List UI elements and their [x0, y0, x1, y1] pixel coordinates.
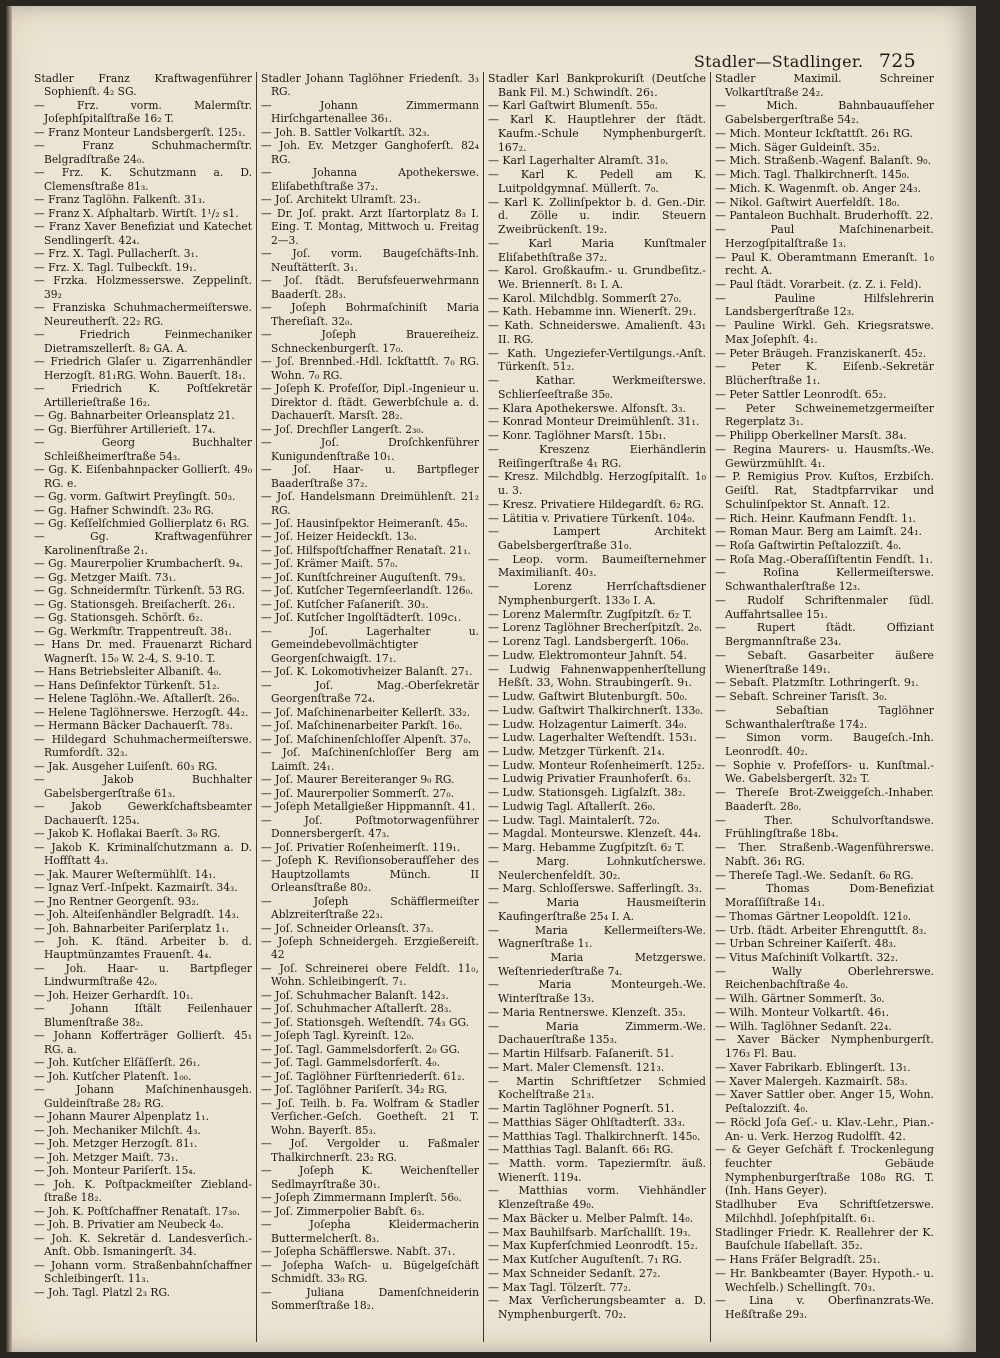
directory-entry: — Ludw. Gaſtwirt Thalkirchnerſt. 133₀. — [488, 703, 704, 717]
directory-entry: — Karl Gaſtwirt Blumenſt. 55₀. — [488, 99, 658, 113]
directory-entry: — Sophie v. Profeſſors- u. Kunſtmal.-We. Gabelsbergerſt. 32₂ T. — [715, 758, 934, 786]
directory-entry: — Hermann Bäcker Dachauerſt. 78₃. — [34, 719, 233, 733]
directory-entry: — Matthias Säger Ohlſtadterſt. 33₃. — [488, 1115, 686, 1129]
directory-entry: — Rupert ſtädt. Offiziant Bergmannſtraße 23₄. — [715, 621, 934, 649]
directory-entry: — Ther. Straßenb.-Wagenführerswe. Nabſt. 36₁ RG. — [715, 841, 934, 868]
directory-entry: — Gg. Maurerpolier Krumbacherſt. 9₄. — [34, 557, 244, 571]
directory-entry: — Joſ. Privatier Roſenheimerſt. 119₁. — [261, 840, 461, 854]
directory-entry: — Regina Maurers- u. Hausmſts.-We. Gewürzmühlſt. 4₁. — [715, 442, 934, 470]
directory-entry: — Joſ. Schreinerei obere Feldſt. 11₀, Wohn. Schleibingerſt. 7₁. — [261, 961, 479, 989]
directory-entry: — Mich. Säger Guldeinſt. 35₂. — [715, 140, 881, 154]
directory-entry: — Karl K. Hauptlehrer der ſtädt. Kaufm.-Schule Nymphenburgerſt. 167₂. — [488, 113, 706, 154]
directory-entry: — Roman Maur. Berg am Laimſt. 24₁. — [715, 525, 922, 539]
directory-entry: — Joſ. Zimmerpolier Babſt. 6₃. — [261, 1204, 425, 1218]
directory-entry: — Lorenz Taglöhner Brecherſpitzſt. 2₀. — [488, 621, 703, 635]
directory-entry: — Friedrich Feinmechaniker Dietramszellerſt. 8₂ GA. A. — [34, 328, 252, 355]
directory-entry: — Gg. Bahnarbeiter Orleansplatz 21. — [34, 409, 235, 423]
page-number: 725 — [878, 50, 916, 72]
directory-entry: — Frz. vorm. Malermſtr. Joſephſpitalſtraße 16₂ T. — [34, 98, 252, 126]
directory-entry: — Joſeph K. Reviſionsoberaufſeher des Hauptzollamts Münch. II Orleansſtraße 80₂. — [261, 854, 479, 895]
directory-entry: — Joh. Ev. Metzger Ganghoferſt. 82₄ RG. — [261, 139, 479, 166]
directory-entry: — Johann Maſchinenhausgeh. Guldeinſtraße 28₂ RG. — [34, 1083, 252, 1110]
directory-entry: — Marg. Lohnkutſcherswe. Neulerchenfeldſt. 30₂. — [488, 854, 706, 882]
directory-entry: — Joſ. Stationsgeh. Weſtendſt. 74₃ GG. — [261, 1015, 470, 1029]
directory-entry: — Jak. Ausgeher Luiſenſt. 60₃ RG. — [34, 759, 218, 773]
directory-entry: — Ludw. Monteur Roſenheimerſt. 125₂. — [488, 758, 705, 772]
directory-entry: — Karl K. Pedell am K. Luitpoldgymnaſ. Müllerſt. 7₀. — [488, 168, 706, 195]
directory-entry: — Joſepha Schäfflerswe. Nabſt. 37₁. — [261, 1245, 456, 1259]
directory-entry: — Kreszenz Eierhändlerin Reiſingerſtraße 4₁ RG. — [488, 442, 706, 470]
directory-entry: — Jak. Maurer Weſtermühlſt. 14₁. — [34, 867, 216, 881]
directory-entry: — Sebaſt. Platzmſtr. Lothringerſt. 9₁. — [715, 676, 919, 690]
directory-entry: — Ludwig Fahnenwappenherſtellung Heßſt. 33, Wohn. Straubingerſt. 9₁. — [488, 662, 706, 690]
directory-entry: — Matthias Tagl. Balanſt. 66₁ RG. — [488, 1143, 674, 1157]
directory-entry: — Franz Xaver Benefiziat und Katechet Sendlingerſt. 42₄. — [34, 220, 252, 247]
directory-entry: — Joſ. Architekt Ulramſt. 23₁. — [261, 193, 421, 207]
directory-entry: — Kathar. Werkmeiſterswe. Schlierſeeſtraße 35₀. — [488, 374, 706, 401]
directory-entry: — Mich. Straßenb.-Wagenf. Balanſt. 9₀. — [715, 154, 932, 168]
directory-entry: — Joſ. Krämer Maiſt. 57₀. — [261, 557, 399, 571]
column-3 — [484, 72, 711, 1342]
directory-entry: — Joh. K. Sekretär d. Landesverſich.-Anſt. Obb. Ismaningerſt. 34. — [34, 1231, 252, 1259]
directory-entry: — Maria Rentnerswe. Klenzeſt. 35₃. — [488, 1005, 686, 1019]
directory-entry: — Johann Zimmermann Hirſchgartenallee 36₁. — [261, 98, 479, 126]
directory-entry: — Maria Metzgerswe. Weſtenriederſtraße 7₄. — [488, 951, 706, 978]
directory-entry: — Gg. Stationsgeh. Schörſt. 6₂. — [34, 611, 203, 625]
directory-entry: — Joſepha Waſch- u. Bügelgeſchäft Schmidſt. 33₀ RG. — [261, 1258, 479, 1286]
directory-entry: — Ludw. Metzger Türkenſt. 21₄. — [488, 744, 665, 758]
directory-entry: — Friedrich Glaſer u. Zigarrenhändler Herzogſt. 81₁RG. Wohn. Bauerſt. 18₁. — [34, 355, 252, 382]
directory-entry: — Joſ. Teilh. b. Fa. Wolfram & Stadler Verſicher.-Geſch. Goetheſt. 21 T. Wohn. Bayerſt. 85₃. — [261, 1096, 479, 1137]
directory-entry: — Martin Taglöhner Pognerſt. 51. — [488, 1102, 675, 1116]
directory-entry: — Wilh. Monteur Volkartſt. 46₁. — [715, 1005, 890, 1019]
directory-entry: — Joh. B. Sattler Volkartſt. 32₃. — [261, 125, 430, 139]
directory-entry: — Joſ. Kunſtſchreiner Auguſtenſt. 79₃. — [261, 570, 466, 584]
directory-columns — [30, 72, 940, 1342]
directory-entry: — Joſeph K. Profeſſor, Dipl.-Ingenieur u. Direktor d. ſtädt. Gewerbſchule a. d. Dachauerſt. Marsſt. 28₂. — [261, 382, 479, 423]
directory-entry: — Jakob Buchhalter Gabelsbergerſtraße 61₃. — [34, 773, 252, 800]
directory-entry: — Marg. Hebamme Zugſpitzſt. 6₂ T. — [488, 841, 685, 855]
directory-entry: — Frz. X. Tagl. Tulbeckſt. 19₁. — [34, 260, 197, 274]
directory-entry: — Maria Kellermeiſters-We. Wagnerſtraße 1₁. — [488, 923, 706, 951]
directory-entry: — Juliana Damenſchneiderin Sommerſtraße 18₂. — [261, 1285, 479, 1313]
directory-entry: — Ludw. Gaſtwirt Blutenburgſt. 50₀. — [488, 690, 688, 704]
directory-entry: — Joſ. Droſchkenführer Kunigundenſtraße 10₁. — [261, 436, 479, 463]
directory-entry: — Joſ. Maſchinenſchloſſer Alpenſt. 37₀. — [261, 732, 472, 746]
directory-entry: — Thereſe Tagl.-We. Sedanſt. 6₀ RG. — [715, 868, 914, 882]
directory-entry: — Ther. Schulvorſtandswe. Frühlingſtraße 18b₄. — [715, 813, 934, 841]
directory-entry: — Ludw. Elektromonteur Jahnſt. 54. — [488, 648, 688, 662]
directory-entry: — Konrad Monteur Dreimühlenſt. 31₁. — [488, 415, 700, 429]
directory-entry: — Joſ. Tagl. Gammelsdorferſt. 4₀. — [261, 1056, 440, 1070]
directory-entry: — Karl K. Zollinſpektor b. d. Gen.-Dir. d. Zölle u. indir. Steuern Zweibrückenſt. 19₂. — [488, 195, 706, 237]
directory-entry: — Urb. ſtädt. Arbeiter Ehrenguttſt. 8₃. — [715, 923, 927, 937]
directory-entry: — Kath. Schneiderswe. Amalienſt. 43₁ II. RG. — [488, 319, 706, 346]
directory-entry: — Xaver Bäcker Nymphenburgerſt. 176₃ Fl. Bau. — [715, 1033, 934, 1061]
directory-entry: — Xaver Fabrikarb. Eblingerſt. 13₁. — [715, 1060, 911, 1074]
directory-entry: — Urban Schreiner Kaiſerſt. 48₃. — [715, 937, 897, 951]
directory-entry: — Joſeph Metallgießer Hippmannſt. 41. — [261, 800, 476, 814]
directory-entry: — Joſ. Tagl. Gammelsdorferſt. 2₀ GG. — [261, 1042, 461, 1056]
directory-entry: — Ignaz Verſ.-Inſpekt. Kazmairſt. 34₃. — [34, 881, 238, 895]
directory-entry: — Sebaſt. Gasarbeiter äußere Wienerſtraße 149₁. — [715, 648, 934, 676]
directory-entry: — Joh. Metzger Herzogſt. 81₁. — [34, 1137, 198, 1151]
directory-entry: — Jakob K. Kriminalſchutzmann a. D. Hoffſtatt 4₃. — [34, 840, 252, 868]
directory-entry: — Gg. K. Eiſenbahnpacker Gollierſt. 49₀ RG. e. — [34, 463, 252, 490]
directory-entry: — Karol. Milchdblg. Sommerſt 27₀. — [488, 291, 682, 305]
directory-entry: — Max Tagl. Tölzerſt. 77₂. — [488, 1280, 632, 1294]
directory-entry: — Joſ. Maurer Bereiteranger 9₀ RG. — [261, 773, 455, 787]
directory-entry: — Johann Kofferträger Gollierſt. 45₁ RG. a. — [34, 1029, 252, 1056]
directory-entry: — Marg. Schloſſerswe. Safferlingſt. 3₃. — [488, 882, 703, 896]
directory-entry: — Joſ. Schneider Orleansſt. 37₃. — [261, 921, 434, 935]
directory-entry: — Gg. Kraftwagenführer Karolinenſtraße 2₁. — [34, 530, 252, 557]
directory-entry: — Ludw. Holzagentur Laimerſt. 34₀. — [488, 717, 687, 731]
directory-entry: — Gg. vorm. Gaſtwirt Preyſingſt. 50₃. — [34, 490, 236, 504]
directory-entry: — Pantaleon Buchhalt. Bruderhofſt. 22. — [715, 209, 934, 223]
directory-entry: — Röckl Joſa Geſ.- u. Klav.-Lehr., Pian.- An- u. Verk. Herzog Rudolfſt. 42. — [715, 1115, 934, 1143]
directory-entry: — Joſ. Vergolder u. Faßmaler Thalkirchnerſt. 23₂ RG. — [261, 1137, 479, 1164]
directory-entry: — Joſ. Mag.-Oberſekretär Georgenſtraße 72₄. — [261, 678, 479, 706]
directory-entry: — Simon vorm. Baugeſch.-Inh. Leonrodſt. 40₂. — [715, 731, 934, 758]
directory-entry: — Joſ. Handelsmann Dreimühlenſt. 21₂ RG. — [261, 490, 479, 517]
directory-entry: — Matth. vorm. Tapeziermſtr. äuß. Wienerſt. 119₄. — [488, 1157, 706, 1184]
directory-entry: — Frzka. Holzmesserswe. Zeppelinſt. 39₂ — [34, 274, 252, 301]
directory-entry: — Kath. Ungeziefer-Vertilgungs.-Anſt. Türkenſt. 51₂. — [488, 346, 706, 374]
directory-entry: — Mich. Bahnbauaufſeher Gabelsbergerſtraße 54₂. — [715, 99, 934, 127]
directory-entry: — Peter K. Eiſenb.-Sekretär Blücherſtraße 1₁. — [715, 360, 934, 388]
directory-entry: — Franz Monteur Landsbergerſt. 125₁. — [34, 125, 246, 139]
directory-entry: — Johanna Apothekerswe. Eliſabethſtraße 37₂. — [261, 166, 479, 193]
directory-entry: — Pauline Wirkl. Geh. Kriegsratswe. Max Joſephſt. 4₁. — [715, 319, 934, 346]
directory-entry: — Joh. Monteur Pariſerſt. 15₄. — [34, 1164, 197, 1178]
directory-entry: — Joſeph Brauereiheiz. Schneckenburgerſt. 17₀. — [261, 328, 479, 355]
directory-entry: — Ludw. Lagerhalter Weſtendſt. 153₁. — [488, 731, 697, 745]
directory-entry: — Helene Taglöhn.-We. Aſtallerſt. 26₀. — [34, 692, 240, 706]
directory-entry: — Lorenz Malermſtr. Zugſpitzſt. 6₂ T. — [488, 607, 692, 621]
directory-entry: — Max Bäcker u. Melber Palmſt. 14₀. — [488, 1211, 694, 1225]
directory-entry: — Jakob Gewerkſchaftsbeamter Dachauerſt. 125₄. — [34, 800, 252, 827]
directory-entry: — Lampert Architekt Gabelsbergerſtraße 31₀. — [488, 525, 706, 552]
directory-entry: — Philipp Oberkellner Marsſt. 38₄. — [715, 429, 907, 443]
directory-entry: — Joſepha Kleidermacherin Buttermelcherſt. 8₃. — [261, 1218, 479, 1245]
directory-entry: Stadlhuber Eva Schriftſetzerswe. Milchhdl. Joſephſpitalſt. 6₁. — [715, 1198, 934, 1225]
directory-entry: — Joſ. Haar- u. Bartpfleger Baaderſtraße 37₂. — [261, 463, 479, 490]
directory-entry: — P. Remigius Prov. Kuſtos, Erzbiſch. Geiſtl. Rat, Stadtpfarrvikar und Schulinſpektor St. Annaſt. 12. — [715, 470, 934, 511]
directory-entry: — Frz. X. Tagl. Pullacherſt. 3₁. — [34, 247, 199, 261]
directory-entry: — Ludwig Tagl. Aſtallerſt. 26₀. — [488, 799, 656, 813]
directory-entry: — Joſ. Brennbed.-Hdl. Ickſtattſt. 7₀ RG. Wohn. 7₀ RG. — [261, 355, 479, 382]
directory-entry: — Joh. K. Poſtſchaffner Renataſt. 17₃₀. — [34, 1204, 241, 1218]
directory-entry: — Hans Deſinfektor Türkenſt. 51₂. — [34, 678, 220, 692]
directory-entry: — Joſ. Poſtmotorwagenführer Donnersbergerſt. 47₃. — [261, 813, 479, 841]
directory-entry: — Kath. Hebamme inn. Wienerſt. 29₁. — [488, 305, 697, 319]
directory-entry: — Joſeph Schneidergeh. Erzgießereiſt. 42 — [261, 935, 479, 962]
directory-entry: — Pauline Hilfslehrerin Landsbergerſtraße 12₃. — [715, 291, 934, 319]
directory-entry: — Joſeph Schäfflermeiſter Ablzreiterſtraße 22₃. — [261, 894, 479, 922]
directory-entry: — Joh. Kutſcher Platenſt. 1₀₀. — [34, 1069, 192, 1083]
page-binding-edge — [6, 6, 12, 1352]
directory-entry: — Jno Rentner Georgenſt. 93₂. — [34, 894, 200, 908]
directory-entry: — Sebaſt. Schreiner Tarisſt. 3₀. — [715, 690, 888, 704]
directory-entry: — Joſ. Maurerpolier Sommerſt. 27₀. — [261, 786, 455, 800]
directory-entry: — Peter Schweinemetzgermeiſter Regerplatz 3₁. — [715, 401, 934, 429]
directory-entry: — Paul K. Oberamtmann Emeranſt. 1₀ recht. A. — [715, 250, 934, 278]
directory-entry: — Joh. K. Poſtpackmeiſter Zieblandſtraße 18₂. — [34, 1177, 252, 1205]
directory-entry: — Joſ. Heizer Heideckſt. 13₀. — [261, 530, 418, 544]
directory-entry: — Dr. Joſ. prakt. Arzt Iſartorplatz 8₃ I. Eing. T. Montag, Mittwoch u. Freitag 2—3. — [261, 206, 479, 247]
directory-entry: — Joſ. Maſchinenſchloſſer Berg am Laimſt. 24₁. — [261, 746, 479, 773]
directory-entry: — Rich. Heinr. Kaufmann Fendſt. 1₁. — [715, 511, 916, 525]
directory-entry: — Jakob K. Hoflakai Baerſt. 3₀ RG. — [34, 827, 221, 841]
directory-entry: — Joh. Tagl. Platzl 2₃ RG. — [34, 1285, 171, 1299]
directory-entry: — Roſa Mag.-Oberaſſiſtentin Fendſt. 1₁. — [715, 552, 934, 566]
directory-entry: — Joh. Metzger Maiſt. 73₁. — [34, 1150, 179, 1164]
directory-entry: — Hans Fräſer Belgradſt. 25₁. — [715, 1253, 881, 1267]
directory-entry: — Klara Apothekerswe. Alfonsſt. 3₃. — [488, 401, 687, 415]
directory-entry: — Joſeph Zimmermann Implerſt. 56₀. — [261, 1191, 462, 1205]
directory-entry: — Joſeph K. Weichenſteller Sedlmayrſtraße 30₁. — [261, 1164, 479, 1191]
directory-entry: — Mich. K. Wagenmſt. ob. Anger 24₃. — [715, 181, 922, 195]
directory-entry: Stadler Franz Kraftwagenführer Sophienſt. 4₂ SG. — [34, 72, 252, 99]
directory-entry: — Joh. Kutſcher Elſäſſerſt. 26₁. — [34, 1056, 201, 1070]
directory-entry: — Joſ. Schuhmacher Aſtallerſt. 28₃. — [261, 1002, 452, 1016]
directory-entry: — Rudolf Schriftenmaler ſüdl. Auffahrtsallee 15₁. — [715, 593, 934, 621]
directory-entry: — Max Kutſcher Auguſtenſt. 7₁ RG. — [488, 1253, 682, 1267]
directory-entry: — Franz Schuhmachermſtr. Belgradſtraße 24₀. — [34, 139, 252, 166]
directory-entry: — Thereſe Brot-Zweiggeſch.-Inhaber. Baaderſt. 28₀. — [715, 786, 934, 813]
directory-entry: — Hr. Bankbeamter (Bayer. Hypoth.- u. Wechſelb.) Schellingſt. 70₃. — [715, 1266, 934, 1294]
directory-entry: — Mart. Maler Clemensſt. 121₃. — [488, 1060, 665, 1074]
directory-entry: — Leop. vorm. Baumeiſternehmer Maximilianſt. 40₃. — [488, 552, 706, 580]
directory-entry: — Thomas Dom-Benefiziat Moraſſiſtraße 14₁. — [715, 882, 934, 910]
directory-entry: — Karl Maria Kunſtmaler Eliſabethſtraße 37₂. — [488, 236, 706, 264]
directory-entry: — Mich. Monteur Ickſtattſt. 26₁ RG. — [715, 126, 913, 140]
directory-entry: — & Geyer Geſchäft f. Trockenlegung feuchter Gebäude Nymphenburgerſtraße 108₀ RG. T. (Inh. Hans Geyer). — [715, 1143, 934, 1198]
directory-entry: — Konr. Taglöhner Marsſt. 15b₁. — [488, 429, 667, 443]
directory-page — [6, 6, 976, 1352]
directory-entry: — Max Bauhilfsarb. Marſchallſt. 19₃. — [488, 1225, 691, 1239]
directory-entry: — Thomas Gärtner Leopoldſt. 121₀. — [715, 909, 912, 923]
directory-entry: — Xaver Sattler ober. Anger 15, Wohn. Peſtalozziſt. 4₀. — [715, 1088, 934, 1116]
directory-entry: — Lorenz Herrſchaftsdiener Nymphenburgerſt. 133₀ I. A. — [488, 580, 706, 607]
directory-entry: — Lätitia v. Privatiere Türkenſt. 104₀. — [488, 511, 696, 525]
running-head — [694, 50, 916, 72]
directory-entry: — Joſ. Lagerhalter u. Gemeindebevollmächtigter Georgenſchwaigſt. 17₁. — [261, 624, 479, 665]
directory-entry: — Joh. B. Privatier am Neubeck 4₀. — [34, 1218, 224, 1232]
directory-entry: — Georg Buchhalter Schleißheimerſtraße 54₃. — [34, 436, 252, 463]
directory-entry: — Franz Taglöhn. Falkenſt. 31₃. — [34, 193, 206, 207]
directory-entry: Stadlinger Friedr. K. Reallehrer der K. Bauſchule Iſabellaſt. 35₂. — [715, 1225, 934, 1253]
directory-entry: — Hildegard Schuhmachermeiſterswe. Rumfordſt. 32₃. — [34, 732, 252, 760]
directory-entry: — Lorenz Tagl. Landsbergerſt. 106₀. — [488, 635, 689, 649]
directory-entry: — Joh. Bahnarbeiter Pariſerplatz 1₁. — [34, 921, 230, 935]
directory-entry: — Mich. Tagl. Thalkirchnerſt. 145₀. — [715, 168, 910, 182]
running-head-title: Stadler—Stadlinger. — [693, 52, 864, 71]
directory-entry: — Hans Betriebsleiter Albaniſt. 4₀. — [34, 665, 222, 679]
directory-entry: — Maria Hausmeiſterin Kaufingerſtraße 25₄ I. A. — [488, 896, 706, 923]
directory-entry: — Maria Zimmerm.-We. Dachauerſtraße 135₃. — [488, 1019, 706, 1047]
directory-entry: — Max Kupferſchmied Leonrodſt. 15₂. — [488, 1239, 698, 1253]
directory-entry: — Gg. Stationsgeh. Breiſacherſt. 26₁. — [34, 597, 236, 611]
directory-entry: — Paul Maſchinenarbeit. Herzogſpitalſtraße 1₃. — [715, 223, 934, 250]
directory-entry: — Joſeph Bohrmaſchiniſt Maria Thereſiaſt. 32₀. — [261, 301, 479, 328]
directory-entry: — Gg. Bierführer Artillerieſt. 17₄. — [34, 422, 216, 436]
directory-entry: — Roſa Gaſtwirtin Peſtalozziſt. 4₀. — [715, 538, 902, 552]
directory-entry: — Kresz. Privatiere Hildegardſt. 6₂ RG. — [488, 497, 705, 511]
column-4 — [711, 72, 938, 1342]
directory-entry: — Ludw. Tagl. Maintalerſt. 72₀. — [488, 813, 660, 827]
directory-entry: — Peter Sattler Leonrodſt. 65₂. — [715, 387, 887, 401]
directory-entry: — Kresz. Milchdblg. Herzogſpitalſt. 1₀ u. 3. — [488, 470, 706, 498]
directory-entry: — Joh. Mechaniker Milchſt. 4₃. — [34, 1123, 201, 1137]
directory-entry: — Wilh. Gärtner Sommerſt. 3₀. — [715, 992, 885, 1006]
directory-entry: Stadler Johann Taglöhner Friedenſt. 3₃ RG. — [261, 72, 479, 99]
directory-entry: Stadler Karl Bankprokuriſt (Deutſche Bank Fil. M.) Schwindſt. 26₁. — [488, 72, 706, 99]
directory-entry: — Paul ſtädt. Vorarbeit. (z. Z. i. Feld). — [715, 278, 922, 292]
column-1 — [30, 72, 257, 1342]
directory-entry: — Joſ. ſtädt. Berufsfeuerwehrmann Baaderſt. 28₃. — [261, 274, 479, 301]
directory-entry: — Lina v. Oberfinanzrats-We. Heßſtraße 29₃. — [715, 1294, 934, 1322]
directory-entry: — Joſ. Maſchinenarbeiter Kellerſt. 33₂. — [261, 705, 471, 719]
directory-entry: — Magdal. Monteurswe. Klenzeſt. 44₄. — [488, 827, 702, 841]
directory-entry: — Xaver Malergeh. Kazmairſt. 58₃. — [715, 1074, 908, 1088]
directory-entry: — Matthias Tagl. Thalkirchnerſt. 145₀. — [488, 1129, 701, 1143]
directory-entry: — Joſ. Hausinſpektor Heimeranſt. 45₀. — [261, 516, 468, 530]
directory-entry: — Martin Schriftſetzer Schmied Kochelſtraße 21₃. — [488, 1074, 706, 1102]
directory-entry: — Max Schneider Sedanſt. 27₂. — [488, 1266, 661, 1280]
directory-entry: — Joſ. Taglöhner Fürſtenriederſt. 61₂. — [261, 1069, 465, 1083]
directory-entry: — Gg. Werkmſtr. Trappentreuſt. 38₁. — [34, 624, 232, 638]
directory-entry: — Matthias vorm. Viehhändler Klenzeſtraße 49₀. — [488, 1184, 706, 1212]
column-2 — [257, 72, 484, 1342]
directory-entry: — Maria Monteurgeh.-We. Winterſtraße 13₃. — [488, 978, 706, 1006]
directory-entry: — Joſ. Hilfspoſtſchaffner Renataſt. 21₁. — [261, 543, 471, 557]
directory-entry: — Joh. Heizer Gerhardſt. 10₁. — [34, 988, 194, 1002]
directory-entry: — Joſ. Drechſler Langerſt. 2₃₀. — [261, 422, 425, 436]
directory-entry: — Joſ. Kutſcher Tegernſeerlandſt. 126₀. — [261, 584, 474, 598]
directory-entry: — Martin Hilfsarb. Faſaneriſt. 51. — [488, 1047, 674, 1061]
directory-entry: — Karol. Großkaufm.- u. Grundbeſitz.-We. Briennerſt. 8₁ I. A. — [488, 264, 706, 292]
directory-entry: — Hans Dr. med. Frauenarzt Richard Wagnerſt. 15₀ W. 2-4, S. 9-10. T. — [34, 638, 252, 665]
directory-entry: — Karl Lagerhalter Alramſt. 31₀. — [488, 154, 669, 168]
directory-entry: — Johann vorm. Straßenbahnſchaffner Schleibingerſt. 11₃. — [34, 1258, 252, 1286]
directory-entry: — Gg. Keſſelſchmied Gollierplatz 6₁ RG. — [34, 516, 250, 530]
directory-entry: — Franz X. Aſphaltarb. Wirtſt. 1¹/₂ s1. — [34, 206, 239, 220]
directory-entry: — Helene Taglöhnerswe. Herzogſt. 44₂. — [34, 705, 249, 719]
directory-entry: — Joſ. Schuhmacher Balanſt. 142₃. — [261, 988, 449, 1002]
directory-entry: — Wally Oberlehrerswe. Reichenbachſtraße 4₀. — [715, 964, 934, 992]
directory-entry: — Joh. Haar- u. Bartpfleger Lindwurmſtraße 42₀. — [34, 961, 252, 989]
directory-entry: — Nikol. Gaſtwirt Auerfeldſt. 18₀. — [715, 195, 900, 209]
directory-entry: — Joſ. Maſchinenarbeiter Parkſt. 16₀. — [261, 719, 463, 733]
directory-entry: — Gg. Schneidermſtr. Türkenſt. 53 RG. — [34, 584, 245, 598]
directory-entry: — Johann Iſtält Feilenhauer Blumenſtraße 38₂. — [34, 1002, 252, 1029]
directory-entry: — Franziska Schuhmachermeiſterswe. Neureutherſt. 22₂ RG. — [34, 301, 252, 328]
directory-entry: — Joſ. vorm. Baugeſchäfts-Inh. Neuſtätterſt. 3₁. — [261, 247, 479, 274]
directory-entry: — Max Verſicherungsbeamter a. D. Nymphenburgerſt. 70₂. — [488, 1294, 706, 1322]
directory-entry: Stadler Maximil. Schreiner Volkartſtraße 24₂. — [715, 72, 934, 99]
directory-entry: — Joh. K. ſtänd. Arbeiter b. d. Hauptmünzamtes Frauenſt. 4₄. — [34, 935, 252, 962]
directory-entry: — Ludwig Privatier Fraunhoferſt. 6₃. — [488, 772, 692, 786]
directory-entry: — Wilh. Taglöhner Sedanſt. 22₄. — [715, 1019, 892, 1033]
directory-entry: — Joſ. Kutſcher Ingolſtädterſt. 109c₁. — [261, 611, 462, 625]
directory-entry: — Vitus Maſchiniſt Volkartſt. 32₂. — [715, 951, 899, 964]
directory-entry: — Johann Maurer Alpenplatz 1₁. — [34, 1110, 209, 1124]
directory-entry: — Joh. Alteiſenhändler Belgradſt. 14₃. — [34, 908, 240, 922]
directory-entry: — Sebaſtian Taglöhner Schwanthalerſtraße 174₂. — [715, 703, 934, 731]
directory-entry: — Friedrich K. Poſtſekretär Artillerieſtraße 16₂. — [34, 382, 252, 409]
directory-entry: — Gg. Metzger Maiſt. 73₁. — [34, 570, 177, 584]
directory-entry: — Peter Bräugeh. Franziskanerſt. 45₂. — [715, 346, 927, 360]
directory-entry: — Roſina Kellermeiſterswe. Schwanthalerſtraße 12₃. — [715, 566, 934, 594]
directory-entry: — Frz. K. Schutzmann a. D. Clemensſtraße 81₃. — [34, 166, 252, 193]
directory-entry: — Joſeph Tagl. Kyreinſt. 12₀. — [261, 1029, 415, 1043]
directory-entry: — Gg. Hafner Schwindſt. 23₀ RG. — [34, 503, 215, 517]
directory-entry: — Joſ. K. Lokomotivheizer Balanſt. 27₁. — [261, 665, 473, 679]
directory-entry: — Joſ. Taglöhner Pariſerſt. 34₂ RG. — [261, 1083, 448, 1097]
directory-entry: — Ludw. Stationsgeh. Ligſalzſt. 38₂. — [488, 786, 686, 800]
directory-entry: — Joſ. Kutſcher Faſaneriſt. 30₃. — [261, 597, 429, 611]
